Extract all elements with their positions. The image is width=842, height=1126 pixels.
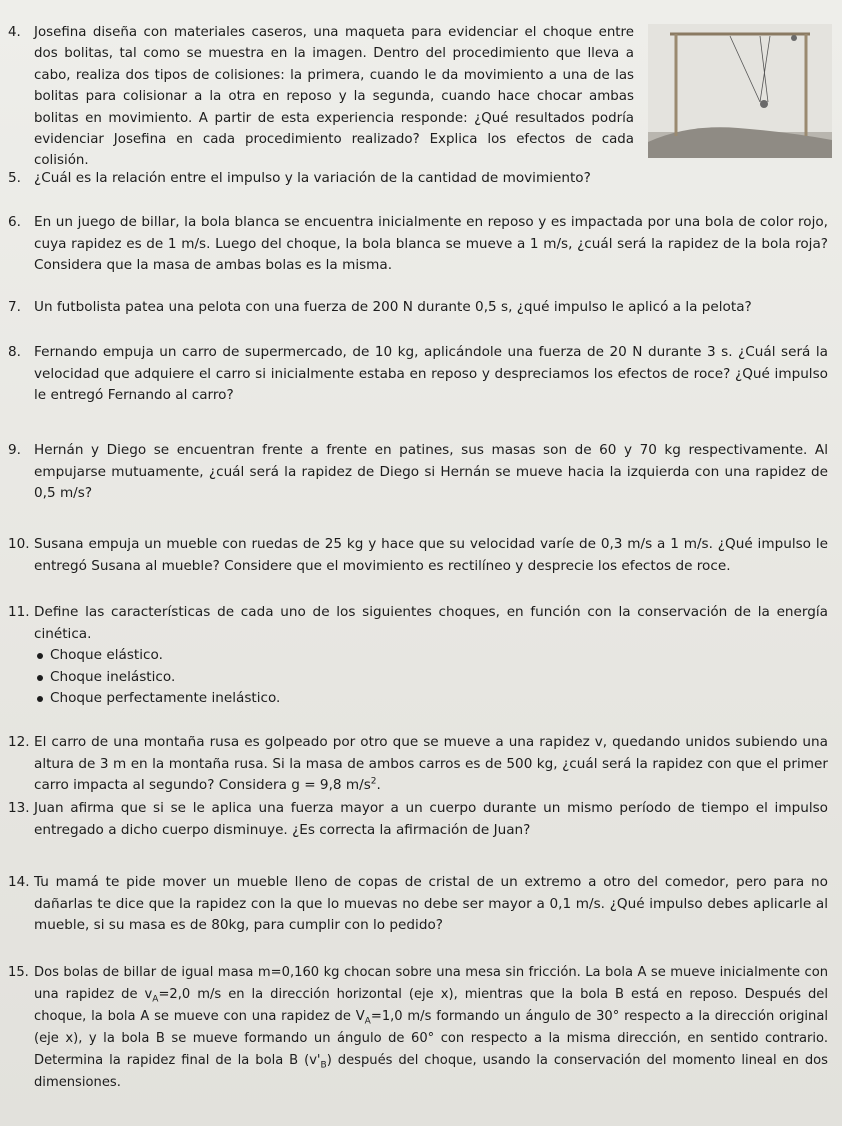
question-14 <box>8 872 828 937</box>
question-text: Define las características de cada uno de los siguientes choques, en función con la conservación de la energía cinética. <box>34 604 828 642</box>
question-number: 15. <box>8 965 29 980</box>
collision-type-list <box>34 645 828 710</box>
question-4 <box>8 22 634 172</box>
question-text: Tu mamá te pide mover un mueble lleno de copas de cristal de un extremo a otro del comedor, pero para no dañarlas te dice que la rapidez con la que lo muevas no debe ser mayor a 0,1 m/s. ¿Qué impulso debes aplicarle al mueble, si su masa es de 80kg, para cumplir con lo pedido? <box>34 874 828 933</box>
question-text: Juan afirma que si se le aplica una fuerza mayor a un cuerpo durante un mismo período de tiempo el impulso entregado a dicho cuerpo disminuye. ¿Es correcta la afirmación de Juan? <box>34 800 828 838</box>
question-number: 11. <box>8 604 30 620</box>
question-7 <box>8 297 828 319</box>
question-number: 9. <box>8 442 21 458</box>
question-11 <box>8 602 828 710</box>
question-number: 5. <box>8 170 21 186</box>
question-text: Susana empuja un mueble con ruedas de 25 kg y hace que su velocidad varíe de 0,3 m/s a 1 m/s. ¿Qué impulso le entregó Susana al mueble? Considere que el movimiento es rectilíneo y desprecie los efectos de roce. <box>34 536 828 574</box>
question-9 <box>8 440 828 505</box>
question-8 <box>8 342 828 407</box>
question-number: 7. <box>8 299 21 315</box>
question-text: Josefina diseña con materiales caseros, una maqueta para evidenciar el choque entre dos bolitas, tal como se muestra en la imagen. Dentro del procedimiento que lleva a cabo, realiza dos tipos de colisiones: la primera, cuando le da movimiento a una de las bolitas para colisionar a la otra en reposo y la segunda, cuando hace chocar ambas bolitas en movimiento. A partir de esta experiencia responde: ¿Qué resultados podría evidenciar Josefina en cada procedimiento realizado? Explica los efectos de cada colisión. <box>34 25 634 169</box>
question-text: Hernán y Diego se encuentran frente a frente en patines, sus masas son de 60 y 70 kg respectivamente. Al empujarse mutuamente, ¿cuál será la rapidez de Diego si Hernán se mueve hacia la izquierda con una rapidez de 0,5 m/s? <box>34 442 828 501</box>
question-15 <box>8 962 828 1094</box>
list-item: Choque inelástico. <box>34 667 828 689</box>
question-12 <box>8 732 828 797</box>
question-number: 12. <box>8 734 30 750</box>
question-number: 6. <box>8 214 21 230</box>
question-text: ¿Cuál es la relación entre el impulso y la variación de la cantidad de movimiento? <box>34 170 591 186</box>
question-number: 8. <box>8 344 21 360</box>
question-text: Dos bolas de billar de igual masa m=0,160 kg chocan sobre una mesa sin fricción. La bola A se mueve inicialmente con una rapidez de $v_A=2,0$ m/s en la dirección horizontal (eje x), mientras que la bola B está en reposo. Después del choque, la bola A se mueve con una rapidez de $V_A=1,0$ m/s formando un ángulo de 30° respecto a la dirección original (eje x), y la bola B se mueve formando un ángulo de 60° con respecto a la misma dirección, en sentido contrario. Determina la rapidez final de la bola B $(v'_B)$ después del choque, usando la conservación del momento lineal en dos dimensiones. <box>34 965 829 1090</box>
collision-model-photo <box>648 24 832 158</box>
question-number: 10. <box>8 536 30 552</box>
question-text <box>34 732 828 797</box>
question-5 <box>8 168 828 190</box>
question-10 <box>8 534 828 577</box>
question-text: Un futbolista patea una pelota con una fuerza de 200 N durante 0,5 s, ¿qué impulso le aplicó a la pelota? <box>34 299 752 315</box>
question-body: El carro de una montaña rusa es golpeado por otro que se mueve a una rapidez v, quedando unidos subiendo una altura de 3 m en la montaña rusa. Si la masa de ambos carros es de 500 kg, ¿cuál será la rapidez con que el primer carro impacta al segundo? Considera <box>34 734 828 793</box>
list-item: Choque elástico. <box>34 645 828 667</box>
question-text: Fernando empuja un carro de supermercado, de 10 kg, aplicándole una fuerza de 20 N durante 3 s. ¿Cuál será la velocidad que adquiere el carro si inicialmente estaba en reposo y despreciamos los efectos de roce? ¿Qué impulso le entregó Fernando al carro? <box>34 344 828 403</box>
gravity-formula: g = 9,8 $m/s^2$. <box>291 776 381 793</box>
question-number: 13. <box>8 800 30 816</box>
question-number: 4. <box>8 25 21 40</box>
question-13 <box>8 798 828 841</box>
question-number: 14. <box>8 874 30 890</box>
question-6 <box>8 212 828 277</box>
question-text: En un juego de billar, la bola blanca se encuentra inicialmente en reposo y es impactada por una bola de color rojo, cuya rapidez es de 1 m/s. Luego del choque, la bola blanca se mueve a 1 m/s, ¿cuál será la rapidez de la bola roja? Considera que la masa de ambas bolas es la misma. <box>34 214 828 273</box>
list-item: Choque perfectamente inelástico. <box>34 688 828 710</box>
